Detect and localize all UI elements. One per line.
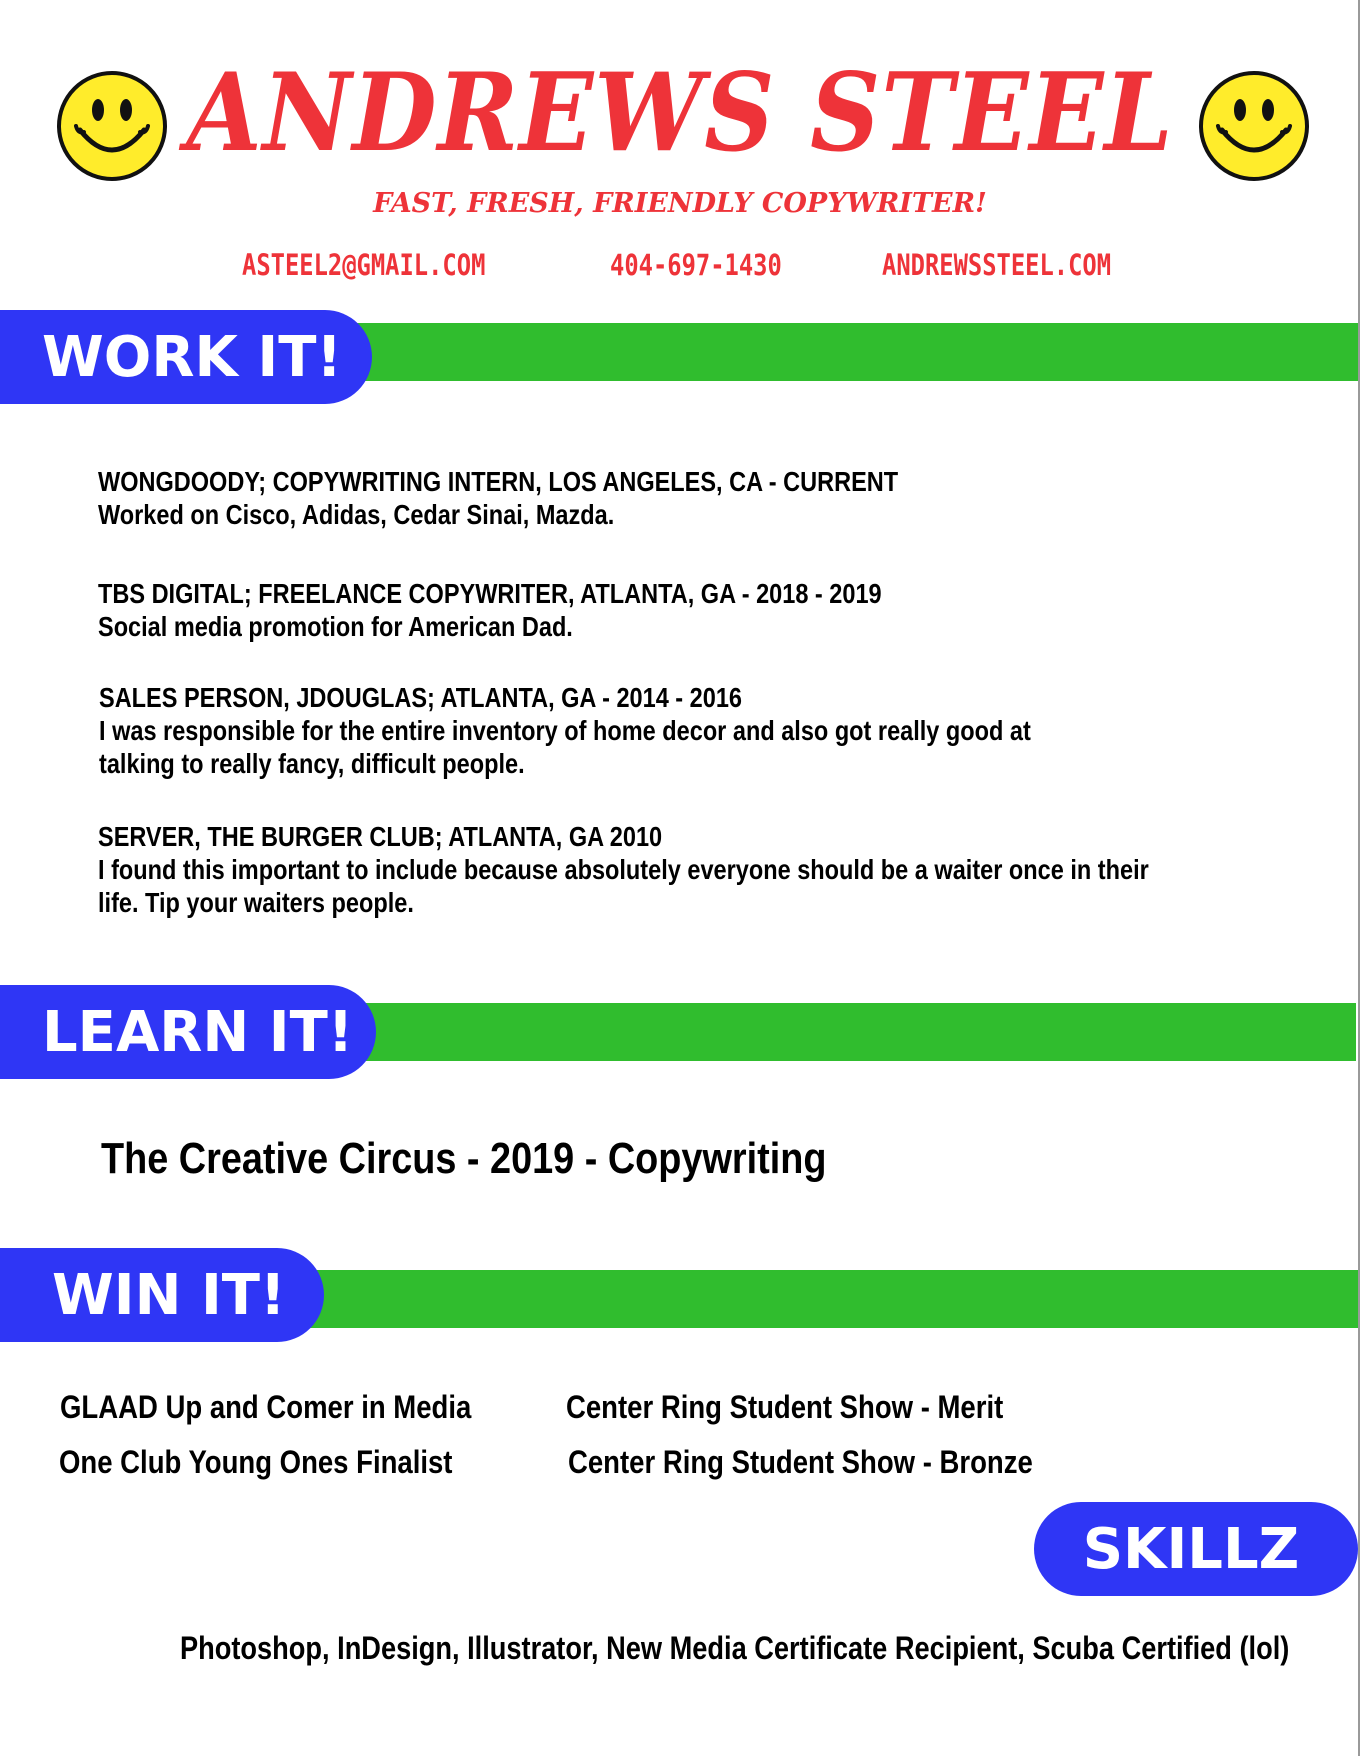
award-item: GLAAD Up and Comer in Media (60, 1389, 472, 1425)
email-link[interactable]: ASTEEL2@GMAIL.COM (242, 248, 486, 282)
phone-number[interactable]: 404-697-1430 (610, 248, 782, 282)
job-description: I found this important to include because absolutely everyone should be a waiter once in their (98, 854, 1149, 885)
job-entry (98, 465, 898, 531)
job-entry (98, 577, 882, 643)
job-description: Worked on Cisco, Adidas, Cedar Sinai, Mazda. (98, 499, 615, 530)
job-title: SERVER, THE BURGER CLUB; ATLANTA, GA 2010 (98, 821, 663, 852)
section-divider-bar (300, 323, 1358, 381)
job-title: WONGDOODY; COPYWRITING INTERN, LOS ANGELES, CA - CURRENT (98, 466, 899, 497)
award-item: Center Ring Student Show - Merit (566, 1389, 1004, 1425)
section-heading-label: WORK IT! (42, 324, 342, 390)
award-item: One Club Young Ones Finalist (59, 1444, 453, 1480)
section-heading-learn (0, 985, 376, 1079)
section-heading-label: WIN IT! (52, 1262, 286, 1328)
website-link[interactable]: ANDREWSSTEEL.COM (882, 248, 1112, 282)
job-description-cont: life. Tip your waiters people. (98, 887, 414, 918)
section-heading-label: LEARN IT! (42, 999, 354, 1065)
skills-list: Photoshop, InDesign, Illustrator, New Media Certificate Recipient, Scuba Certified (lol) (180, 1630, 1290, 1666)
award-item: Center Ring Student Show - Bronze (568, 1444, 1033, 1480)
job-title: TBS DIGITAL; FREELANCE COPYWRITER, ATLANTA, GA - 2018 - 2019 (98, 578, 882, 609)
job-title: SALES PERSON, JDOUGLAS; ATLANTA, GA - 2014 - 2016 (99, 682, 743, 713)
tagline: FAST, FRESH, FRIENDLY COPYWRITER! (373, 188, 987, 219)
job-description: I was responsible for the entire inventory of home decor and also got really good at (99, 715, 1031, 746)
section-divider-bar (300, 1003, 1356, 1061)
job-description-cont: talking to really fancy, difficult people. (99, 748, 525, 779)
education-entry: The Creative Circus - 2019 - Copywriting (101, 1134, 827, 1183)
job-description: Social media promotion for American Dad. (98, 611, 573, 642)
section-heading-work (0, 310, 372, 404)
section-heading-label: SKILLZ (1082, 1516, 1300, 1582)
section-heading-win (0, 1248, 324, 1342)
job-entry (98, 820, 1149, 919)
section-divider-bar (260, 1270, 1358, 1328)
section-heading-skills (1034, 1502, 1358, 1596)
job-entry (99, 681, 1031, 780)
candidate-name: ANDREWS STEEL (186, 50, 1174, 176)
